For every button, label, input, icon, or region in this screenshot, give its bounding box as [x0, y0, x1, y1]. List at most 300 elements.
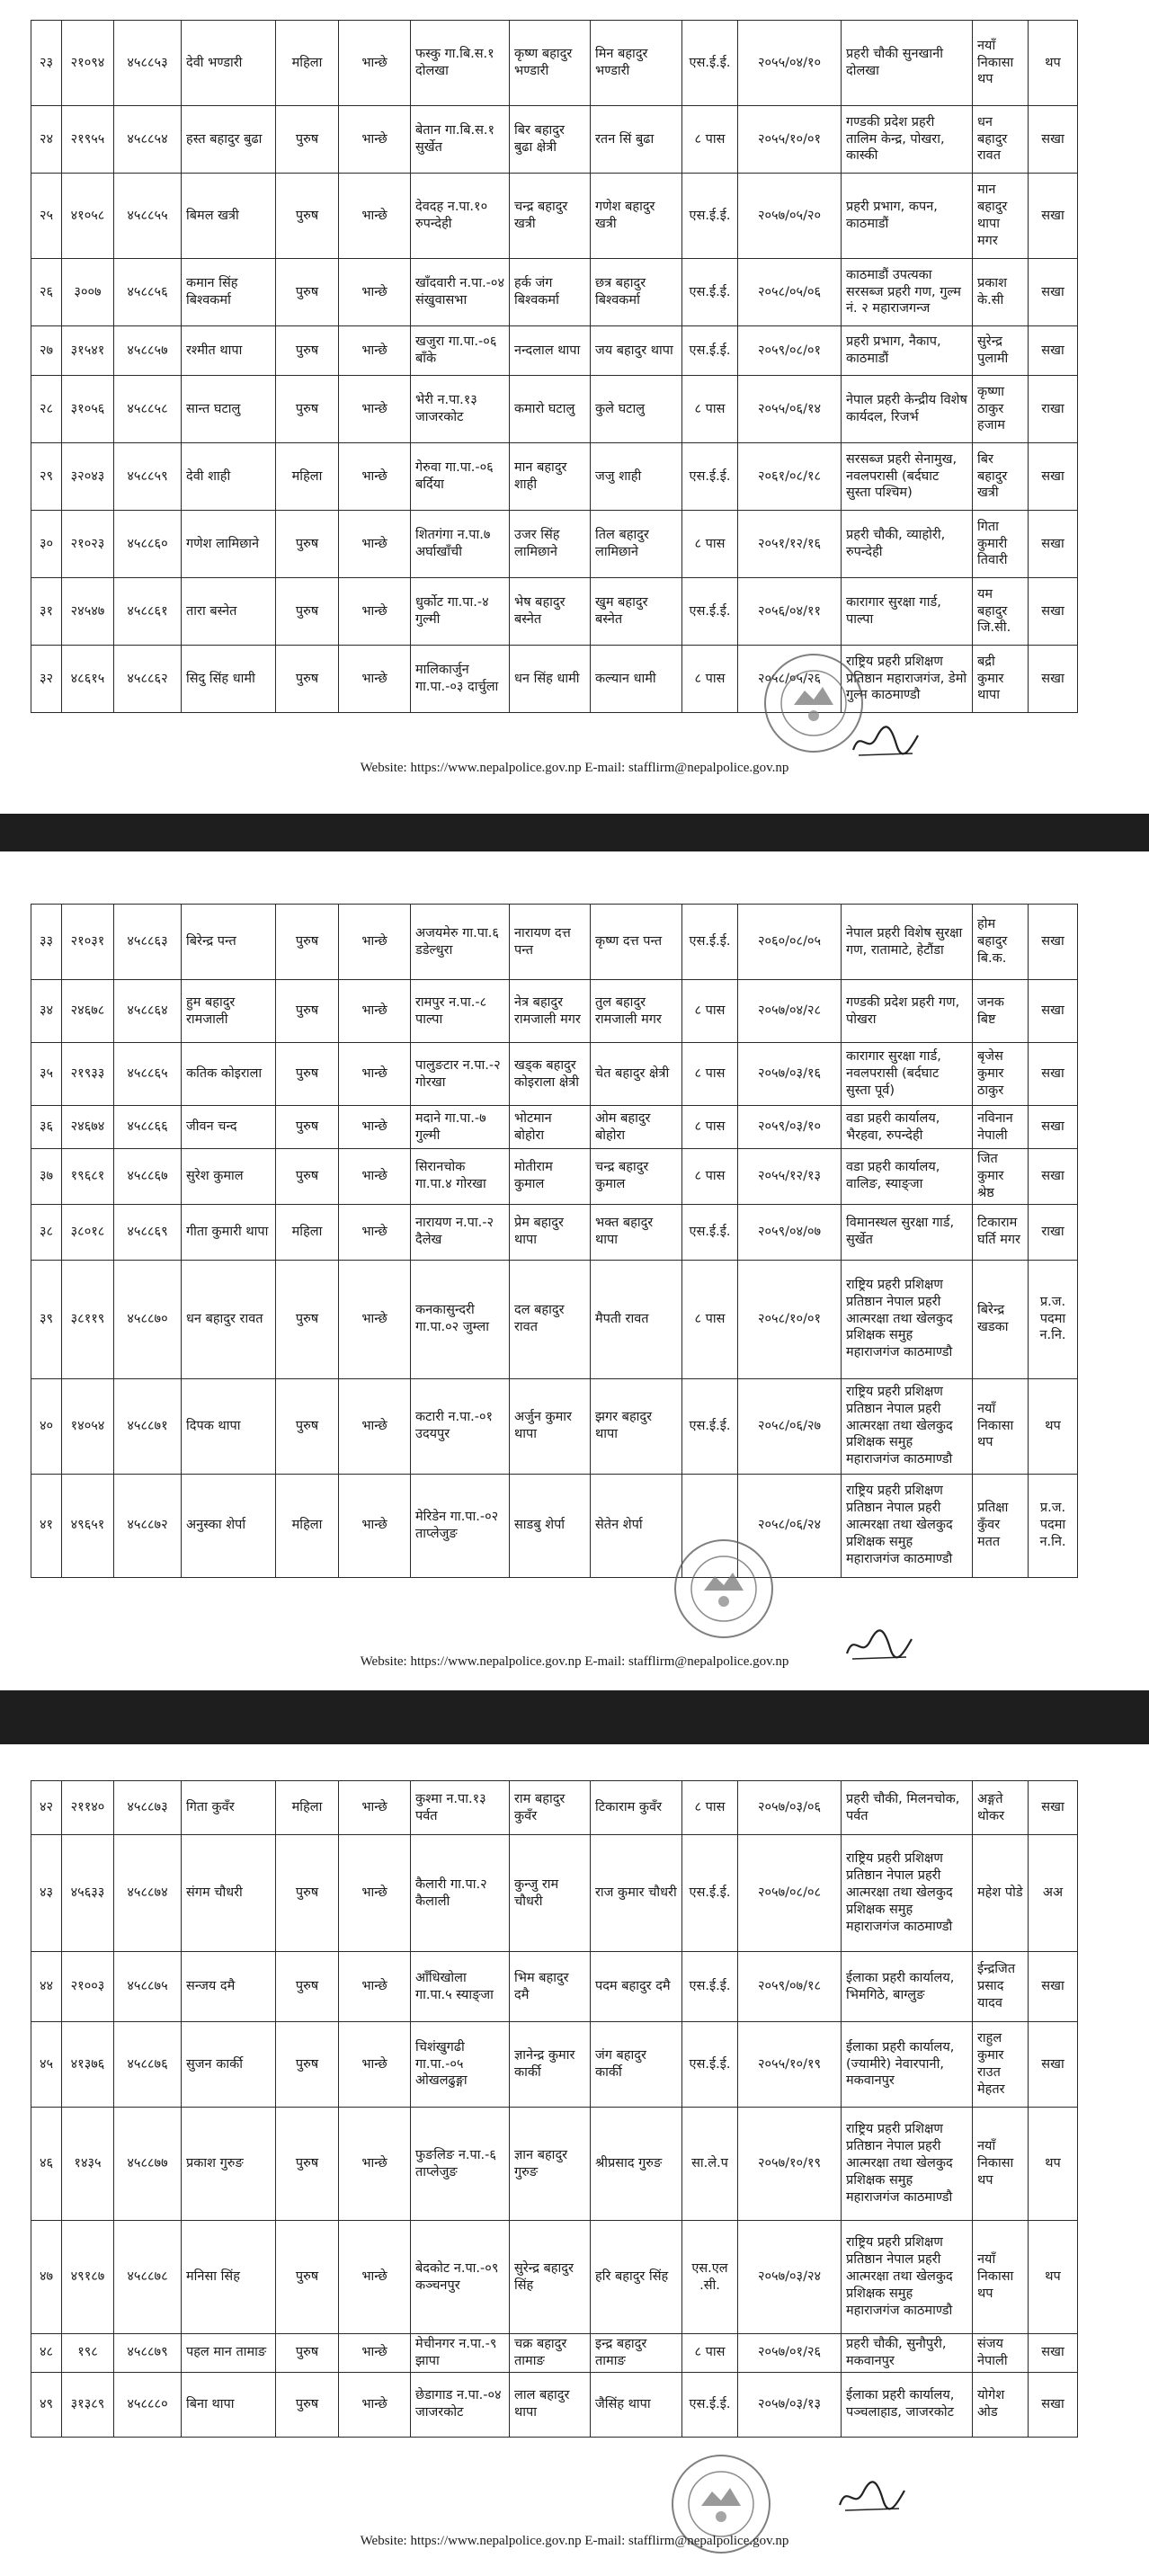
- table-row: [31, 578, 1078, 646]
- table-row: [31, 174, 1078, 259]
- symbol-number-cell: ४५८८६४: [114, 980, 182, 1043]
- replacement-name-cell: जित कुमार श्रेष्ठ: [973, 1149, 1029, 1205]
- current-office-cell: काठमाडौं उपत्यका सरसब्ज प्रहरी गण, गुल्म नं. २ महाराजगन्ज: [842, 259, 973, 326]
- police-number-cell: ३८११९: [62, 1260, 114, 1378]
- birth-date-cell: २०५७/०४/२८: [738, 980, 842, 1043]
- birth-date-cell: २०५७/०३/१३: [738, 2372, 842, 2437]
- education-cell: ८ पास: [682, 980, 738, 1043]
- serial-number-cell: ४२: [31, 1781, 62, 1835]
- police-number-cell: १४०५४: [62, 1378, 114, 1474]
- table-row: [31, 980, 1078, 1043]
- table-row: [31, 2022, 1078, 2108]
- post-cell: भान्छे: [339, 2108, 411, 2221]
- replacement-name-cell: कृष्णा ठाकुर हजाम: [973, 376, 1029, 443]
- replacement-name-cell: नयाँ निकासा थप: [973, 1378, 1029, 1474]
- current-office-cell: प्रहरी प्रभाग, कपन, काठमाडौं: [842, 174, 973, 259]
- serial-number-cell: ४४: [31, 1952, 62, 2022]
- status-cell: राखा: [1029, 1204, 1078, 1260]
- table-row: [31, 1835, 1078, 1952]
- address-cell: पालुङटार न.पा.-२ गोरखा: [411, 1043, 510, 1106]
- post-cell: भान्छे: [339, 259, 411, 326]
- current-office-cell: ईलाका प्रहरी कार्यालय, भिमगिठे, बाग्लुङ: [842, 1952, 973, 2022]
- grandfather-name-cell: छत्र बहादुर बिश्वकर्मा: [591, 259, 682, 326]
- police-number-cell: ३२०४३: [62, 443, 114, 511]
- full-name-cell: बिना थापा: [182, 2372, 276, 2437]
- post-cell: भान्छे: [339, 2372, 411, 2437]
- full-name-cell: सुरेश कुमाल: [182, 1149, 276, 1205]
- address-cell: मेरिडेन गा.पा.-०२ ताप्लेजुङ: [411, 1474, 510, 1577]
- table-row: [31, 21, 1078, 106]
- serial-number-cell: २८: [31, 376, 62, 443]
- post-cell: भान्छे: [339, 326, 411, 376]
- full-name-cell: हस्त बहादुर बुढा: [182, 106, 276, 174]
- full-name-cell: बिमल खत्री: [182, 174, 276, 259]
- symbol-number-cell: ४५८८७८: [114, 2221, 182, 2334]
- symbol-number-cell: ४५८८६३: [114, 905, 182, 980]
- replacement-name-cell: नयाँ निकासा थप: [973, 2221, 1029, 2334]
- current-office-cell: नेपाल प्रहरी केन्द्रीय विशेष कार्यदल, रिजर्भ: [842, 376, 973, 443]
- status-cell: सखा: [1029, 326, 1078, 376]
- police-number-cell: ३१३८९: [62, 2372, 114, 2437]
- current-office-cell: विमानस्थल सुरक्षा गार्ड, सुर्खेत: [842, 1204, 973, 1260]
- birth-date-cell: २०५९/०४/०७: [738, 1204, 842, 1260]
- gender-cell: पुरुष: [276, 2022, 339, 2108]
- grandfather-name-cell: भक्त बहादुर थापा: [591, 1204, 682, 1260]
- birth-date-cell: २०५८/०६/२७: [738, 1378, 842, 1474]
- replacement-name-cell: बिर बहादुर खत्री: [973, 443, 1029, 511]
- father-name-cell: लाल बहादुर थापा: [510, 2372, 591, 2437]
- table-row: [31, 326, 1078, 376]
- replacement-name-cell: नविनान नेपाली: [973, 1106, 1029, 1149]
- grandfather-name-cell: मैपती रावत: [591, 1260, 682, 1378]
- replacement-name-cell: नयाँ निकासा थप: [973, 21, 1029, 106]
- full-name-cell: सन्जय दमै: [182, 1952, 276, 2022]
- address-cell: बेतान गा.बि.स.१ सुर्खेत: [411, 106, 510, 174]
- birth-date-cell: २०५५/१२/१३: [738, 1149, 842, 1205]
- post-cell: भान्छे: [339, 443, 411, 511]
- table-row: [31, 1149, 1078, 1205]
- current-office-cell: गण्डकी प्रदेश प्रहरी गण, पोखरा: [842, 980, 973, 1043]
- current-office-cell: ईलाका प्रहरी कार्यालय, (ज्यामीरे) नेवारपानी, मकवानपुर: [842, 2022, 973, 2108]
- post-cell: भान्छे: [339, 174, 411, 259]
- police-number-cell: ४१३७६: [62, 2022, 114, 2108]
- current-office-cell: प्रहरी चौकी सुनखानी दोलखा: [842, 21, 973, 106]
- police-number-cell: २१०३१: [62, 905, 114, 980]
- post-cell: भान्छे: [339, 1106, 411, 1149]
- replacement-name-cell: अङ्गते थोकर: [973, 1781, 1029, 1835]
- serial-number-cell: २६: [31, 259, 62, 326]
- full-name-cell: सान्त घटालु: [182, 376, 276, 443]
- status-cell: थप: [1029, 21, 1078, 106]
- gender-cell: पुरुष: [276, 1043, 339, 1106]
- current-office-cell: प्रहरी प्रभाग, नैकाप, काठमाडौं: [842, 326, 973, 376]
- status-cell: सखा: [1029, 1043, 1078, 1106]
- grandfather-name-cell: रतन सिं बुढा: [591, 106, 682, 174]
- table-row: [31, 1474, 1078, 1577]
- father-name-cell: प्रेम बहादुर थापा: [510, 1204, 591, 1260]
- symbol-number-cell: ४५८८६०: [114, 511, 182, 578]
- full-name-cell: संगम चौधरी: [182, 1835, 276, 1952]
- status-cell: सखा: [1029, 2334, 1078, 2373]
- education-cell: एस.ई.ई.: [682, 443, 738, 511]
- birth-date-cell: २०५७/०३/२४: [738, 2221, 842, 2334]
- post-cell: भान्छे: [339, 21, 411, 106]
- address-cell: कनकासुन्दरी गा.पा.०२ जुम्ला: [411, 1260, 510, 1378]
- replacement-name-cell: टिकाराम घर्ति मगर: [973, 1204, 1029, 1260]
- table-row: [31, 1378, 1078, 1474]
- replacement-name-cell: प्रतिक्षा कुँवर मतत: [973, 1474, 1029, 1577]
- symbol-number-cell: ४५८८५८: [114, 376, 182, 443]
- table-row: [31, 106, 1078, 174]
- gender-cell: पुरुष: [276, 646, 339, 713]
- footer-website: Website: https://www.nepalpolice.gov.np E-mail: stafflirm@nepalpolice.gov.np: [360, 2534, 789, 2548]
- grandfather-name-cell: जैसिंह थापा: [591, 2372, 682, 2437]
- status-cell: सखा: [1029, 1106, 1078, 1149]
- gender-cell: महिला: [276, 21, 339, 106]
- gender-cell: पुरुष: [276, 511, 339, 578]
- table-row: [31, 1781, 1078, 1835]
- status-cell: सखा: [1029, 259, 1078, 326]
- full-name-cell: सुजन कार्की: [182, 2022, 276, 2108]
- father-name-cell: मोतीराम कुमाल: [510, 1149, 591, 1205]
- serial-number-cell: ४३: [31, 1835, 62, 1952]
- address-cell: कैलारी गा.पा.२ कैलाली: [411, 1835, 510, 1952]
- address-cell: चिशंखुगढी गा.पा.-०५ ओखलढुङ्गा: [411, 2022, 510, 2108]
- footer-website: Website: https://www.nepalpolice.gov.np E-mail: stafflirm@nepalpolice.gov.np: [360, 1654, 789, 1669]
- symbol-number-cell: ४५८८६१: [114, 578, 182, 646]
- table-row: [31, 2221, 1078, 2334]
- current-office-cell: राष्ट्रिय प्रहरी प्रशिक्षण प्रतिष्ठान नेपाल प्रहरी आत्मरक्षा तथा खेलकुद प्रशिक्षक समुह महाराजगंज काठमाण्डौ: [842, 1835, 973, 1952]
- address-cell: फुङलिङ न.पा.-६ ताप्लेजुङ: [411, 2108, 510, 2221]
- education-cell: एस.ई.ई.: [682, 578, 738, 646]
- current-office-cell: कारागार सुरक्षा गार्ड, नवलपरासी (बर्दघाट सुस्ता पूर्व): [842, 1043, 973, 1106]
- page-separator: [0, 1690, 1149, 1744]
- post-cell: भान्छे: [339, 578, 411, 646]
- birth-date-cell: २०५७/०३/१६: [738, 1043, 842, 1106]
- post-cell: भान्छे: [339, 376, 411, 443]
- serial-number-cell: ३३: [31, 905, 62, 980]
- replacement-name-cell: संजय नेपाली: [973, 2334, 1029, 2373]
- post-cell: भान्छे: [339, 1204, 411, 1260]
- grandfather-name-cell: ओम बहादुर बोहोरा: [591, 1106, 682, 1149]
- symbol-number-cell: ४५८८७६: [114, 2022, 182, 2108]
- father-name-cell: राम बहादुर कुवँर: [510, 1781, 591, 1835]
- full-name-cell: हुम बहादुर रामजाली: [182, 980, 276, 1043]
- current-office-cell: राष्ट्रिय प्रहरी प्रशिक्षण प्रतिष्ठान नेपाल प्रहरी आत्मरक्षा तथा खेलकुद प्रशिक्षक समुह महाराजगंज काठमाण्डौ: [842, 1260, 973, 1378]
- serial-number-cell: २३: [31, 21, 62, 106]
- police-number-cell: २४५४७: [62, 578, 114, 646]
- police-number-cell: २१९५५: [62, 106, 114, 174]
- education-cell: ८ पास: [682, 1149, 738, 1205]
- father-name-cell: चक्र बहादुर तामाङ: [510, 2334, 591, 2373]
- replacement-name-cell: राहुल कुमार राउत मेहतर: [973, 2022, 1029, 2108]
- education-cell: एस.एल .सी.: [682, 2221, 738, 2334]
- status-cell: सखा: [1029, 578, 1078, 646]
- address-cell: कटारी न.पा.-०१ उदयपुर: [411, 1378, 510, 1474]
- police-number-cell: २१०९४: [62, 21, 114, 106]
- education-cell: ८ पास: [682, 1260, 738, 1378]
- symbol-number-cell: ४५८८६६: [114, 1106, 182, 1149]
- address-cell: आँधिखोला गा.पा.५ स्याङ्जा: [411, 1952, 510, 2022]
- current-office-cell: प्रहरी चौकी, मिलनचोक, पर्वत: [842, 1781, 973, 1835]
- full-name-cell: जीवन चन्द: [182, 1106, 276, 1149]
- education-cell: एस.ई.ई.: [682, 905, 738, 980]
- grandfather-name-cell: श्रीप्रसाद गुरुङ: [591, 2108, 682, 2221]
- post-cell: भान्छे: [339, 1260, 411, 1378]
- full-name-cell: बिरेन्द्र पन्त: [182, 905, 276, 980]
- grandfather-name-cell: खुम बहादुर बस्नेत: [591, 578, 682, 646]
- post-cell: भान्छे: [339, 1043, 411, 1106]
- police-number-cell: २११४०: [62, 1781, 114, 1835]
- police-number-cell: ४५६३३: [62, 1835, 114, 1952]
- replacement-name-cell: नयाँ निकासा थप: [973, 2108, 1029, 2221]
- table-row: [31, 259, 1078, 326]
- symbol-number-cell: ४५८८५३: [114, 21, 182, 106]
- full-name-cell: देवी शाही: [182, 443, 276, 511]
- father-name-cell: मान बहादुर शाही: [510, 443, 591, 511]
- status-cell: थप: [1029, 1378, 1078, 1474]
- grandfather-name-cell: पदम बहादुर दमै: [591, 1952, 682, 2022]
- police-number-cell: ४१०५८: [62, 174, 114, 259]
- birth-date-cell: २०५९/०८/०१: [738, 326, 842, 376]
- table-row: [31, 2334, 1078, 2373]
- current-office-cell: नेपाल प्रहरी विशेष सुरक्षा गण, रातामाटे, हेटौंडा: [842, 905, 973, 980]
- current-office-cell: राष्ट्रिय प्रहरी प्रशिक्षण प्रतिष्ठान नेपाल प्रहरी आत्मरक्षा तथा खेलकुद प्रशिक्षक समुह महाराजगंज काठमाण्डौ: [842, 2108, 973, 2221]
- education-cell: सा.ले.प: [682, 2108, 738, 2221]
- symbol-number-cell: ४५८८५९: [114, 443, 182, 511]
- gender-cell: पुरुष: [276, 174, 339, 259]
- replacement-name-cell: बद्री कुमार थापा: [973, 646, 1029, 713]
- birth-date-cell: २०५७/०१/२६: [738, 2334, 842, 2373]
- address-cell: मालिकार्जुन गा.पा.-०३ दार्चुला: [411, 646, 510, 713]
- father-name-cell: भिम बहादुर दमै: [510, 1952, 591, 2022]
- current-office-cell: वडा प्रहरी कार्यालय, भैरहवा, रुपन्देही: [842, 1106, 973, 1149]
- replacement-name-cell: जनक बिष्ट: [973, 980, 1029, 1043]
- replacement-name-cell: धन बहादुर रावत: [973, 106, 1029, 174]
- post-cell: भान्छे: [339, 2334, 411, 2373]
- symbol-number-cell: ४५८८७४: [114, 1835, 182, 1952]
- status-cell: प्र.ज. पदमा न.नि.: [1029, 1260, 1078, 1378]
- birth-date-cell: २०५१/१२/१६: [738, 511, 842, 578]
- father-name-cell: कुन्जु राम चौधरी: [510, 1835, 591, 1952]
- status-cell: राखा: [1029, 376, 1078, 443]
- symbol-number-cell: ४५८८७२: [114, 1474, 182, 1577]
- grandfather-name-cell: कल्यान धामी: [591, 646, 682, 713]
- full-name-cell: देवी भण्डारी: [182, 21, 276, 106]
- father-name-cell: ज्ञान बहादुर गुरुङ: [510, 2108, 591, 2221]
- education-cell: ८ पास: [682, 106, 738, 174]
- status-cell: अअ: [1029, 1835, 1078, 1952]
- education-cell: एस.ई.ई.: [682, 2022, 738, 2108]
- father-name-cell: खड्क बहादुर कोइराला क्षेत्री: [510, 1043, 591, 1106]
- gender-cell: पुरुष: [276, 259, 339, 326]
- birth-date-cell: २०५७/०८/०८: [738, 1835, 842, 1952]
- status-cell: सखा: [1029, 511, 1078, 578]
- police-number-cell: २४६७८: [62, 980, 114, 1043]
- grandfather-name-cell: तुल बहादुर रामजाली मगर: [591, 980, 682, 1043]
- father-name-cell: साडबु शेर्पा: [510, 1474, 591, 1577]
- address-cell: खाँदवारी न.पा.-०४ संखुवासभा: [411, 259, 510, 326]
- gender-cell: पुरुष: [276, 1378, 339, 1474]
- replacement-name-cell: ईन्द्रजित प्रसाद यादव: [973, 1952, 1029, 2022]
- table-row: [31, 376, 1078, 443]
- gender-cell: महिला: [276, 1781, 339, 1835]
- full-name-cell: मनिसा सिंह: [182, 2221, 276, 2334]
- birth-date-cell: २०५५/१०/१९: [738, 2022, 842, 2108]
- status-cell: सखा: [1029, 2372, 1078, 2437]
- gender-cell: पुरुष: [276, 2108, 339, 2221]
- current-office-cell: कारागार सुरक्षा गार्ड, पाल्पा: [842, 578, 973, 646]
- father-name-cell: उजर सिंह लामिछाने: [510, 511, 591, 578]
- post-cell: भान्छे: [339, 2022, 411, 2108]
- gender-cell: पुरुष: [276, 106, 339, 174]
- serial-number-cell: ३८: [31, 1204, 62, 1260]
- post-cell: भान्छे: [339, 1781, 411, 1835]
- gender-cell: पुरुष: [276, 1952, 339, 2022]
- gender-cell: पुरुष: [276, 1149, 339, 1205]
- status-cell: थप: [1029, 2108, 1078, 2221]
- table-row: [31, 1043, 1078, 1106]
- police-number-cell: ३००७: [62, 259, 114, 326]
- birth-date-cell: २०५९/०३/१०: [738, 1106, 842, 1149]
- table-row: [31, 1952, 1078, 2022]
- address-cell: धुर्कोट गा.पा.-४ गुल्मी: [411, 578, 510, 646]
- serial-number-cell: २४: [31, 106, 62, 174]
- serial-number-cell: ४८: [31, 2334, 62, 2373]
- current-office-cell: राष्ट्रिय प्रहरी प्रशिक्षण प्रतिष्ठान नेपाल प्रहरी आत्मरक्षा तथा खेलकुद प्रशिक्षक समुह महाराजगंज काठमाण्डौ: [842, 1474, 973, 1577]
- education-cell: एस.ई.ई.: [682, 1378, 738, 1474]
- address-cell: देवदह न.पा.१० रुपन्देही: [411, 174, 510, 259]
- birth-date-cell: २०५८/०६/२४: [738, 1474, 842, 1577]
- employee-table-1: [31, 20, 1078, 713]
- birth-date-cell: २०५७/०५/२०: [738, 174, 842, 259]
- full-name-cell: सिदु सिंह धामी: [182, 646, 276, 713]
- symbol-number-cell: ४५८८७१: [114, 1378, 182, 1474]
- signature: [850, 719, 922, 761]
- full-name-cell: कतिक कोइराला: [182, 1043, 276, 1106]
- birth-date-cell: २०५७/१०/१९: [738, 2108, 842, 2221]
- symbol-number-cell: ४५८८६२: [114, 646, 182, 713]
- father-name-cell: भोटमान बोहोरा: [510, 1106, 591, 1149]
- employee-table-3: [31, 1780, 1078, 2438]
- full-name-cell: अनुस्का शेर्पा: [182, 1474, 276, 1577]
- post-cell: भान्छे: [339, 646, 411, 713]
- address-cell: अजयमेरु गा.पा.६ डडेल्धुरा: [411, 905, 510, 980]
- gender-cell: पुरुष: [276, 1106, 339, 1149]
- address-cell: मदाने गा.पा.-७ गुल्मी: [411, 1106, 510, 1149]
- gender-cell: पुरुष: [276, 1260, 339, 1378]
- education-cell: ८ पास: [682, 1043, 738, 1106]
- grandfather-name-cell: कृष्ण दत्त पन्त: [591, 905, 682, 980]
- post-cell: भान्छे: [339, 1149, 411, 1205]
- grandfather-name-cell: झगर बहादुर थापा: [591, 1378, 682, 1474]
- status-cell: प्र.ज. पदमा न.नि.: [1029, 1474, 1078, 1577]
- status-cell: थप: [1029, 2221, 1078, 2334]
- serial-number-cell: ३५: [31, 1043, 62, 1106]
- post-cell: भान्छे: [339, 1835, 411, 1952]
- birth-date-cell: २०५९/०७/१८: [738, 1952, 842, 2022]
- full-name-cell: प्रकाश गुरुङ: [182, 2108, 276, 2221]
- grandfather-name-cell: जंग बहादुर कार्की: [591, 2022, 682, 2108]
- education-cell: ८ पास: [682, 511, 738, 578]
- address-cell: रामपुर न.पा.-८ पाल्पा: [411, 980, 510, 1043]
- symbol-number-cell: ४५८८५४: [114, 106, 182, 174]
- education-cell: एस.ई.ई.: [682, 326, 738, 376]
- gender-cell: महिला: [276, 1474, 339, 1577]
- serial-number-cell: ४७: [31, 2221, 62, 2334]
- address-cell: फस्कु गा.बि.स.१ दोलखा: [411, 21, 510, 106]
- grandfather-name-cell: गणेश बहादुर खत्री: [591, 174, 682, 259]
- grandfather-name-cell: जय बहादुर थापा: [591, 326, 682, 376]
- page-separator: [0, 814, 1149, 851]
- gender-cell: पुरुष: [276, 578, 339, 646]
- police-number-cell: ४९६५१: [62, 1474, 114, 1577]
- gender-cell: पुरुष: [276, 376, 339, 443]
- police-number-cell: २१००३: [62, 1952, 114, 2022]
- serial-number-cell: ३७: [31, 1149, 62, 1205]
- full-name-cell: गीता कुमारी थापा: [182, 1204, 276, 1260]
- post-cell: भान्छे: [339, 905, 411, 980]
- status-cell: सखा: [1029, 106, 1078, 174]
- education-cell: ८ पास: [682, 376, 738, 443]
- replacement-name-cell: मान बहादुर थापा मगर: [973, 174, 1029, 259]
- birth-date-cell: २०६०/०८/०५: [738, 905, 842, 980]
- grandfather-name-cell: मिन बहादुर भण्डारी: [591, 21, 682, 106]
- replacement-name-cell: योगेश ओड: [973, 2372, 1029, 2437]
- father-name-cell: अर्जुन कुमार थापा: [510, 1378, 591, 1474]
- symbol-number-cell: ४५८८७०: [114, 1260, 182, 1378]
- current-office-cell: प्रहरी चौकी, व्याहोरी, रुपन्देही: [842, 511, 973, 578]
- education-cell: एस.ई.ई.: [682, 174, 738, 259]
- serial-number-cell: २९: [31, 443, 62, 511]
- symbol-number-cell: ४५८८५७: [114, 326, 182, 376]
- status-cell: सखा: [1029, 1952, 1078, 2022]
- grandfather-name-cell: जजु शाही: [591, 443, 682, 511]
- gender-cell: पुरुष: [276, 326, 339, 376]
- education-cell: एस.ई.ई.: [682, 1952, 738, 2022]
- father-name-cell: नन्दलाल थापा: [510, 326, 591, 376]
- serial-number-cell: ३४: [31, 980, 62, 1043]
- education-cell: एस.ई.ई.: [682, 259, 738, 326]
- grandfather-name-cell: सेतेन शेर्पा: [591, 1474, 682, 1577]
- education-cell: ८ पास: [682, 2334, 738, 2373]
- grandfather-name-cell: चेत बहादुर क्षेत्री: [591, 1043, 682, 1106]
- gender-cell: पुरुष: [276, 980, 339, 1043]
- police-number-cell: २१९३३: [62, 1043, 114, 1106]
- serial-number-cell: ३९: [31, 1260, 62, 1378]
- police-number-cell: १४३५: [62, 2108, 114, 2221]
- symbol-number-cell: ४५८८७९: [114, 2334, 182, 2373]
- table-row: [31, 905, 1078, 980]
- full-name-cell: धन बहादुर रावत: [182, 1260, 276, 1378]
- replacement-name-cell: होम बहादुर बि.क.: [973, 905, 1029, 980]
- full-name-cell: गिता कुवँर: [182, 1781, 276, 1835]
- education-cell: ८ पास: [682, 646, 738, 713]
- status-cell: सखा: [1029, 174, 1078, 259]
- education-cell: ८ पास: [682, 1106, 738, 1149]
- replacement-name-cell: यम बहादुर जि.सी.: [973, 578, 1029, 646]
- replacement-name-cell: महेश पोडे: [973, 1835, 1029, 1952]
- education-cell: एस.ई.ई.: [682, 21, 738, 106]
- table-row: [31, 646, 1078, 713]
- post-cell: भान्छे: [339, 980, 411, 1043]
- father-name-cell: सुरेन्द्र बहादुर सिंह: [510, 2221, 591, 2334]
- symbol-number-cell: ४५८८७७: [114, 2108, 182, 2221]
- education-cell: एस.ई.ई.: [682, 1204, 738, 1260]
- education-cell: एस.ई.ई.: [682, 2372, 738, 2437]
- footer-website: Website: https://www.nepalpolice.gov.np E-mail: stafflirm@nepalpolice.gov.np: [360, 761, 789, 775]
- full-name-cell: पहल मान तामाङ: [182, 2334, 276, 2373]
